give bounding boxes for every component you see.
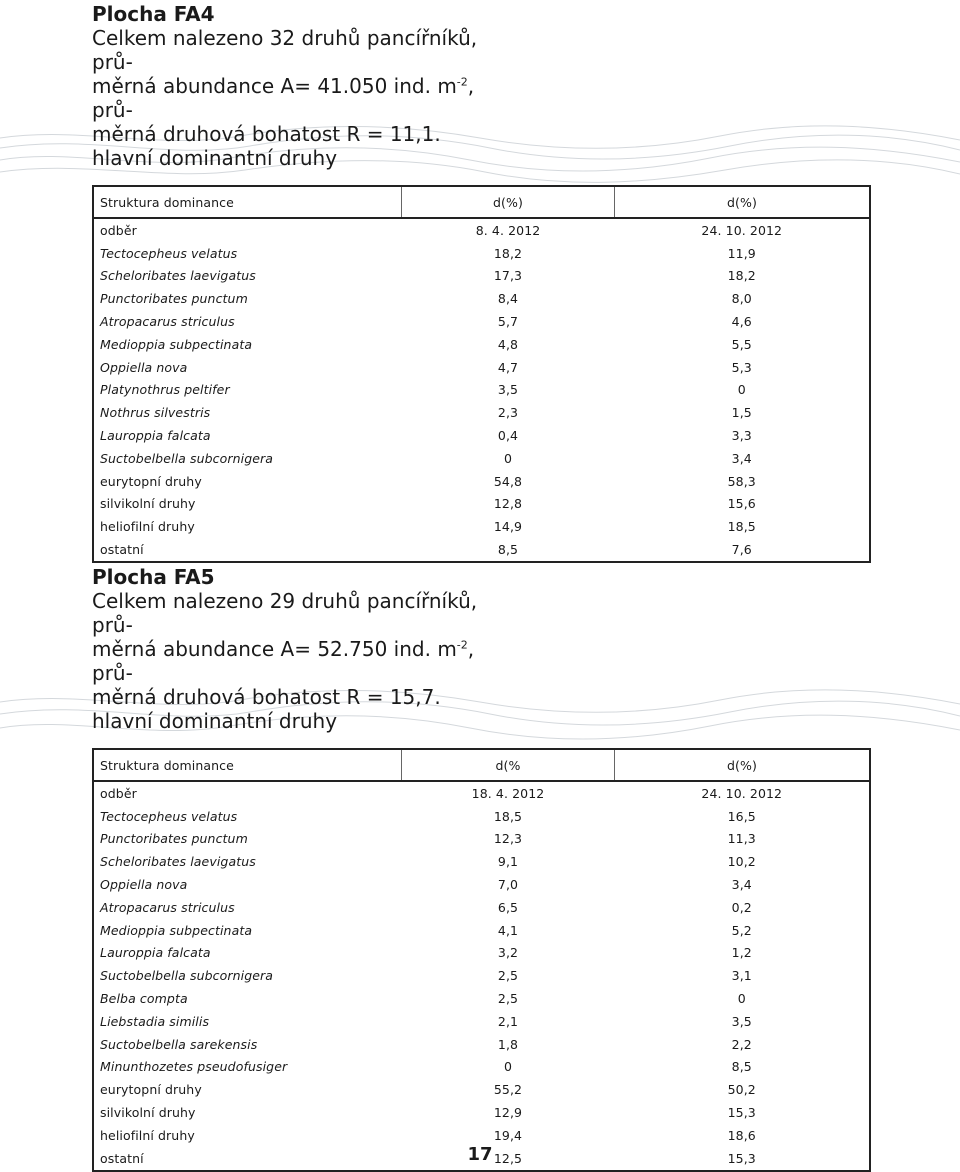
fa5-summary-line4: hlavní dominantní druhy bbox=[92, 709, 338, 733]
row-value-first: 12,9 bbox=[493, 1105, 523, 1121]
row-value-second: 7,6 bbox=[731, 542, 752, 558]
row-value-second: 18,6 bbox=[727, 1127, 756, 1143]
row-value-first: 17,3 bbox=[493, 268, 523, 284]
row-label: Oppiella nova bbox=[100, 877, 188, 893]
row-label: ostatní bbox=[100, 542, 144, 558]
row-value-second: 11,9 bbox=[727, 245, 756, 261]
row-value-first: 54,8 bbox=[493, 473, 523, 489]
table-row bbox=[93, 919, 870, 942]
fa4-table-header bbox=[93, 186, 870, 218]
row-label: ostatní bbox=[100, 1150, 144, 1166]
row-value-first: 9,1 bbox=[497, 854, 519, 870]
row-value-first: 0,4 bbox=[497, 428, 519, 444]
fa5-table-header bbox=[93, 749, 870, 781]
row-value-second: 8,0 bbox=[731, 291, 752, 307]
row-label: heliofilní druhy bbox=[100, 1127, 195, 1143]
fa5-title: Plocha FA5 bbox=[92, 565, 215, 589]
row-label: silvikolní druhy bbox=[100, 496, 196, 512]
row-label: eurytopní druhy bbox=[100, 1082, 202, 1098]
table-row bbox=[93, 356, 870, 379]
row-value-second: 15,6 bbox=[727, 496, 756, 512]
table-row bbox=[93, 805, 870, 828]
row-value-second: 4,6 bbox=[731, 314, 752, 330]
table-row bbox=[93, 1078, 870, 1101]
row-value-first: 4,8 bbox=[497, 336, 519, 352]
row-label: Punctoribates punctum bbox=[100, 831, 248, 847]
fa4-header-d1: d(%) bbox=[402, 186, 615, 218]
row-value-first: 8. 4. 2012 bbox=[475, 222, 541, 238]
row-value-second: 50,2 bbox=[727, 1082, 756, 1098]
row-label: Scheloribates laevigatus bbox=[100, 854, 256, 870]
fa4-header-structure: Struktura dominance bbox=[93, 186, 402, 218]
row-value-first: 8,4 bbox=[497, 291, 519, 307]
row-value-first: 1,8 bbox=[497, 1036, 519, 1052]
row-value-second: 18,5 bbox=[727, 519, 756, 535]
row-value-first: 6,5 bbox=[497, 899, 519, 915]
table-row bbox=[93, 873, 870, 896]
table-row bbox=[93, 942, 870, 965]
fa4-header-d2: d(%) bbox=[615, 186, 871, 218]
table-row bbox=[93, 964, 870, 987]
table-row bbox=[93, 310, 870, 333]
row-label: Scheloribates laevigatus bbox=[100, 268, 256, 284]
table-row bbox=[93, 333, 870, 356]
row-value-second: 8,5 bbox=[731, 1059, 752, 1075]
row-value-second: 24. 10. 2012 bbox=[701, 785, 783, 801]
row-label: Suctobelbella sarekensis bbox=[100, 1036, 258, 1052]
row-value-first: 2,1 bbox=[497, 1013, 519, 1029]
row-label: silvikolní druhy bbox=[100, 1105, 196, 1121]
table-row bbox=[93, 850, 870, 873]
fa5-header-d2: d(%) bbox=[615, 749, 871, 781]
row-value-first: 4,1 bbox=[497, 922, 519, 938]
table-row bbox=[93, 218, 870, 242]
table-row bbox=[93, 987, 870, 1010]
row-label: heliofilní druhy bbox=[100, 519, 195, 535]
row-value-first: 18,2 bbox=[493, 245, 523, 261]
row-value-first: 8,5 bbox=[497, 542, 519, 558]
fa4-table-body bbox=[93, 218, 870, 562]
table-row bbox=[93, 538, 870, 562]
row-value-first: 2,5 bbox=[497, 991, 519, 1007]
row-value-first: 19,4 bbox=[493, 1127, 523, 1143]
row-value-first: 3,5 bbox=[497, 382, 519, 398]
fa5-dominance-table bbox=[92, 748, 871, 1172]
row-label: odběr bbox=[100, 222, 137, 238]
table-row bbox=[93, 379, 870, 402]
row-label: Platynothrus peltifer bbox=[100, 382, 230, 398]
row-value-second: 0 bbox=[737, 382, 746, 398]
row-value-second: 11,3 bbox=[727, 831, 756, 847]
row-value-second: 15,3 bbox=[727, 1150, 756, 1166]
table-row bbox=[93, 515, 870, 538]
row-label: Medioppia subpectinata bbox=[100, 922, 253, 938]
table-row bbox=[93, 470, 870, 493]
row-value-second: 3,4 bbox=[731, 877, 752, 893]
table-row bbox=[93, 1101, 870, 1124]
row-value-first: 0 bbox=[503, 1059, 513, 1075]
row-label: Tectocepheus velatus bbox=[100, 808, 238, 824]
page-number: 17 bbox=[467, 1144, 493, 1165]
row-value-first: 2,3 bbox=[497, 405, 519, 421]
fa4-summary-line1: Celkem nalezeno 32 druhů pancířníků, prů- bbox=[92, 26, 478, 74]
fa4-summary bbox=[92, 26, 492, 170]
fa5-summary bbox=[92, 589, 492, 733]
row-value-second: 5,2 bbox=[731, 922, 752, 938]
row-label: Atropacarus striculus bbox=[100, 314, 235, 330]
row-value-second: 18,2 bbox=[727, 268, 756, 284]
table-row bbox=[93, 828, 870, 851]
table-row bbox=[93, 1056, 870, 1079]
row-value-second: 5,5 bbox=[731, 336, 752, 352]
fa5-table-body bbox=[93, 781, 870, 1171]
row-value-second: 10,2 bbox=[727, 854, 756, 870]
row-value-first: 5,7 bbox=[497, 314, 519, 330]
row-label: Tectocepheus velatus bbox=[100, 245, 238, 261]
row-value-first: 12,8 bbox=[493, 496, 523, 512]
row-value-second: 3,4 bbox=[731, 450, 752, 466]
row-value-second: 3,3 bbox=[731, 428, 752, 444]
row-value-second: 16,5 bbox=[727, 808, 756, 824]
row-value-second: 0,2 bbox=[731, 899, 752, 915]
row-label: Oppiella nova bbox=[100, 359, 188, 375]
row-value-first: 55,2 bbox=[493, 1082, 523, 1098]
row-value-first: 3,2 bbox=[497, 945, 519, 961]
fa5-summary-line3: měrná druhová bohatost R = 15,7. bbox=[92, 685, 441, 709]
fa5-summary-line1: Celkem nalezeno 29 druhů pancířníků, prů- bbox=[92, 589, 478, 637]
fa4-summary-line4: hlavní dominantní druhy bbox=[92, 146, 338, 170]
row-value-first: 2,5 bbox=[497, 968, 519, 984]
table-row bbox=[93, 424, 870, 447]
row-value-first: 0 bbox=[503, 450, 513, 466]
table-row bbox=[93, 493, 870, 516]
row-value-first: 7,0 bbox=[497, 877, 519, 893]
fa5-header-structure: Struktura dominance bbox=[93, 749, 402, 781]
section-fa4 bbox=[92, 2, 872, 563]
table-row bbox=[93, 896, 870, 919]
fa5-header-d1: d(% bbox=[402, 749, 615, 781]
row-value-second: 1,5 bbox=[731, 405, 752, 421]
table-row bbox=[93, 1033, 870, 1056]
row-label: odběr bbox=[100, 785, 137, 801]
row-label: eurytopní druhy bbox=[100, 473, 202, 489]
fa4-summary-line2: měrná abundance A= 41.050 ind. $m^{-2}$, prů- bbox=[92, 74, 475, 122]
row-value-second: 24. 10. 2012 bbox=[701, 222, 783, 238]
row-value-first: 12,3 bbox=[493, 831, 523, 847]
row-label: Suctobelbella subcornigera bbox=[100, 450, 274, 466]
row-value-second: 5,3 bbox=[731, 359, 752, 375]
row-label: Medioppia subpectinata bbox=[100, 336, 253, 352]
row-label: Minunthozetes pseudofusiger bbox=[100, 1059, 288, 1075]
row-value-second: 0 bbox=[737, 991, 746, 1007]
row-label: Lauroppia falcata bbox=[100, 945, 211, 961]
row-value-second: 2,2 bbox=[731, 1036, 752, 1052]
row-value-second: 3,1 bbox=[731, 968, 752, 984]
row-value-second: 15,3 bbox=[727, 1105, 756, 1121]
row-label: Liebstadia similis bbox=[100, 1013, 210, 1029]
row-value-second: 58,3 bbox=[727, 473, 756, 489]
row-label: Lauroppia falcata bbox=[100, 428, 211, 444]
table-row bbox=[93, 781, 870, 805]
row-value-second: 3,5 bbox=[731, 1013, 752, 1029]
table-row bbox=[93, 401, 870, 424]
table-row bbox=[93, 447, 870, 470]
table-row bbox=[93, 1010, 870, 1033]
row-value-first: 18,5 bbox=[493, 808, 523, 824]
fa5-summary-line2: měrná abundance A= 52.750 ind. $m^{-2}$, prů- bbox=[92, 637, 475, 685]
row-value-first: 4,7 bbox=[497, 359, 519, 375]
row-label: Punctoribates punctum bbox=[100, 291, 248, 307]
table-row bbox=[93, 265, 870, 288]
row-label: Belba compta bbox=[100, 991, 188, 1007]
table-row bbox=[93, 287, 870, 310]
table-row bbox=[93, 242, 870, 265]
fa4-dominance-table bbox=[92, 185, 871, 563]
fa4-title: Plocha FA4 bbox=[92, 2, 215, 26]
row-value-first: 12,5 bbox=[493, 1150, 523, 1166]
row-label: Atropacarus striculus bbox=[100, 899, 235, 915]
row-label: Suctobelbella subcornigera bbox=[100, 968, 274, 984]
row-value-first: 18. 4. 2012 bbox=[471, 785, 545, 801]
row-value-second: 1,2 bbox=[731, 945, 752, 961]
section-fa5 bbox=[92, 565, 872, 1172]
fa4-summary-line3: měrná druhová bohatost R = 11,1. bbox=[92, 122, 441, 146]
row-label: Nothrus silvestris bbox=[100, 405, 211, 421]
row-value-first: 14,9 bbox=[493, 519, 523, 535]
